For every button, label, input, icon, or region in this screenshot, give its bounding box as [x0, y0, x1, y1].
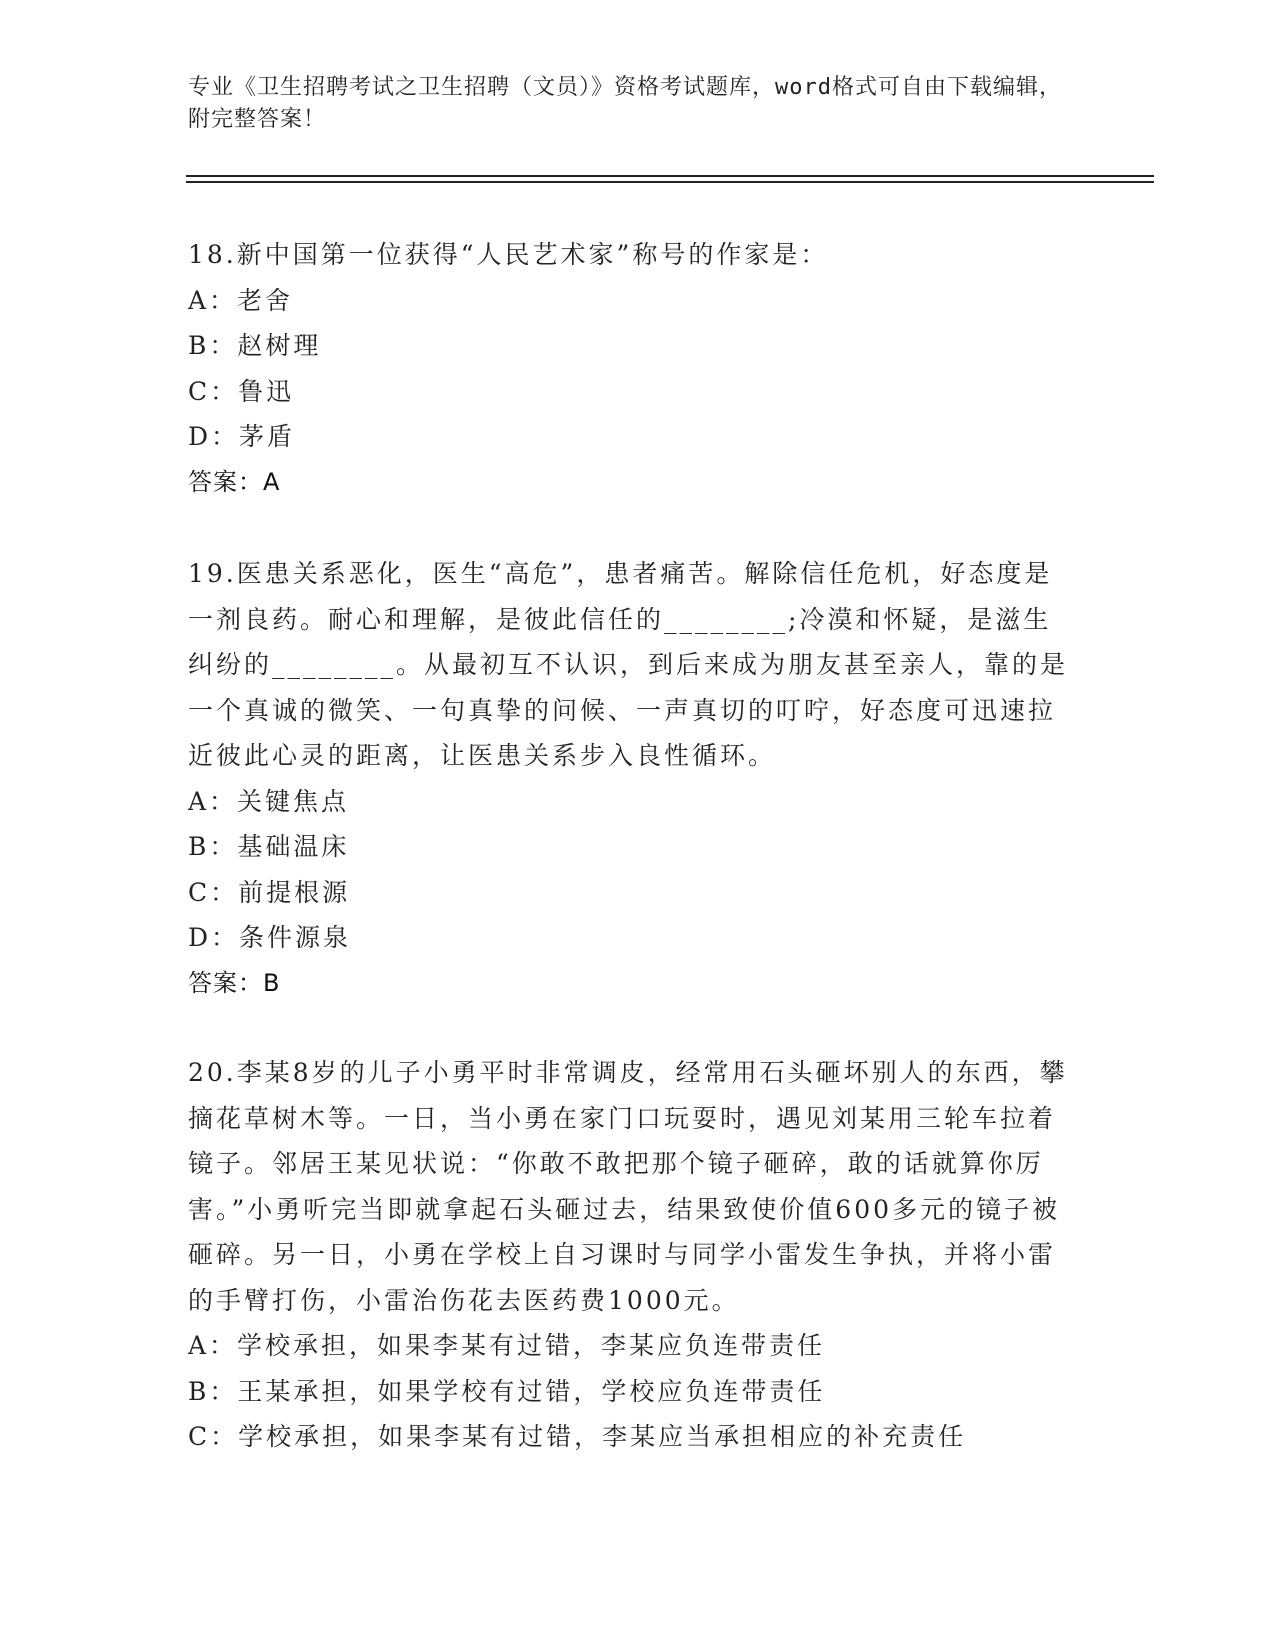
question-stem: 20.李某8岁的儿子小勇平时非常调皮，经常用石头砸坏别人的东西，攀摘花草树木等。一日，当小勇在家门口玩耍时，遇见刘某用三轮车拉着镜子。邻居王某见状说：“你敢不敢把那个镜子砸碎，敢的话就算你厉害。”小勇听完当即就拿起石头砸过去，结果致使价值600多元的镜子被砸碎。另一日，小勇在学校上自习课时与同学小雷发生争执，并将小雷的手臂打伤，小雷治伤花去医药费1000元。: [188, 1058, 1068, 1315]
option-c: C：前提根源: [188, 877, 351, 907]
option-a: A：学校承担，如果李某有过错，李某应负连带责任: [188, 1331, 826, 1360]
header-divider-top: [186, 175, 1154, 177]
option-b: B：赵树理: [188, 331, 322, 360]
option-b: B：基础温床: [188, 832, 350, 861]
question-stem: 19.医患关系恶化，医生“高危”，患者痛苦。解除信任危机，好态度是一剂良药。耐心和理解，是彼此信任的________;冷漠和怀疑，是滋生纠纷的________。从最初互不认识，到后来成为朋友甚至亲人，靠的是一个真诚的微笑、一句真挚的问候、一声真切的叮咛，好态度可迅速拉近彼此心灵的距离，让医患关系步入良性循环。: [188, 559, 1069, 770]
answer-line: 答案：B: [188, 968, 281, 997]
question-20: [188, 1050, 1078, 1460]
option-a: A：关键焦点: [188, 786, 350, 816]
question-19: [188, 551, 1078, 1006]
option-c: C：学校承担，如果李某有过错，李某应当承担相应的补充责任: [188, 1422, 967, 1451]
option-d: D：茅盾: [188, 422, 296, 451]
answer-line: 答案：A: [188, 467, 281, 496]
question-18: [188, 232, 1078, 505]
option-b: B：王某承担，如果学校有过错，学校应负连带责任: [188, 1376, 826, 1406]
option-a: A：老舍: [188, 285, 294, 315]
option-d: D：条件源泉: [188, 923, 352, 952]
document-header: 专业《卫生招聘考试之卫生招聘（文员）》资格考试题库，word格式可自由下载编辑，附完整答案！: [188, 75, 1062, 132]
option-c: C：鲁迅: [188, 376, 295, 406]
question-stem: 18.新中国第一位获得“人民艺术家”称号的作家是：: [188, 240, 829, 269]
header-divider-bottom: [186, 181, 1154, 183]
